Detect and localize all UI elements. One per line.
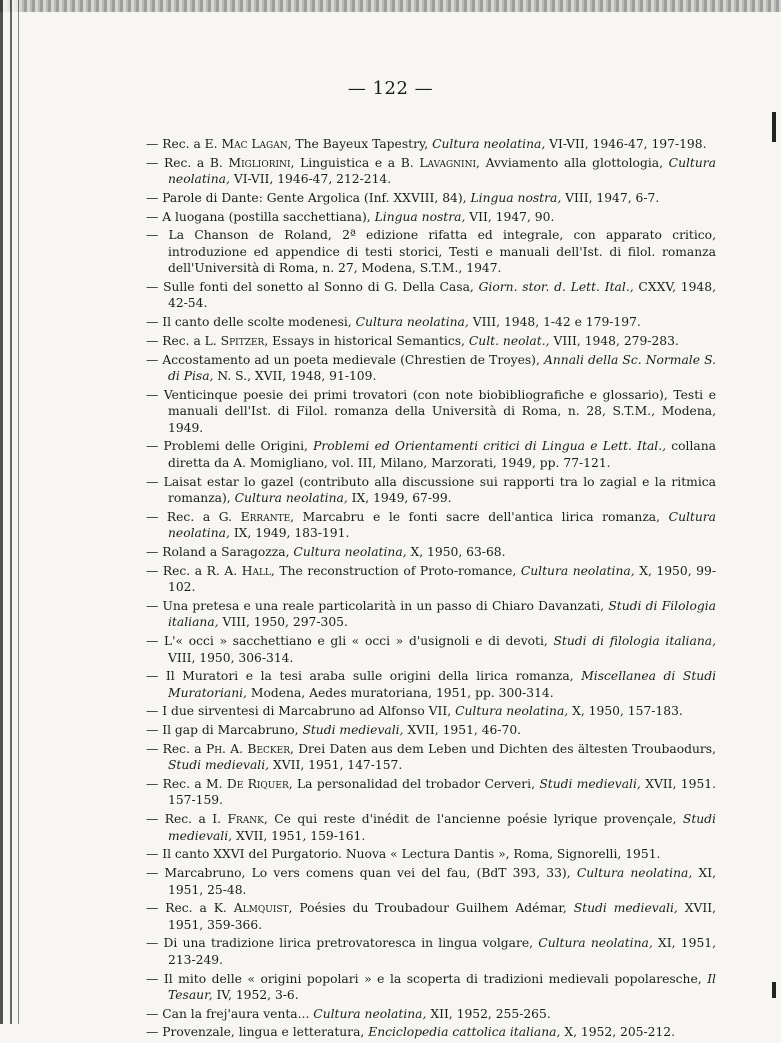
- bibliography-entry: [146, 722, 716, 739]
- entry-publication: Cultura neolatina,: [576, 866, 693, 880]
- entry-text: XI, 1951, 213-249.: [168, 936, 717, 967]
- entry-text: — Can la frej'aura venta...: [146, 1006, 314, 1021]
- entry-text: , Poésies du Troubadour Guilhem Adémar,: [288, 901, 574, 916]
- entry-text: — Rec. a E.: [146, 137, 222, 151]
- bibliography-entry: [146, 314, 716, 331]
- entry-text: — Il mito delle « origini popolari » e la scoperta di tradizioni medievali popolaresche,: [146, 971, 708, 986]
- entry-publication: Cultura neolatina,: [520, 563, 635, 578]
- entry-text: — Rec. a I.: [146, 812, 228, 827]
- entry-publication: Studi medievali,: [168, 812, 716, 843]
- entry-publication: Miscellanea di Studi Muratoriani,: [168, 669, 717, 700]
- entry-publication: Lingua nostra,: [470, 190, 562, 205]
- entry-publication: Studi medievali,: [573, 901, 678, 916]
- entry-publication: Cultura neolatina,: [538, 936, 653, 951]
- entry-text: X, 1950, 63-68.: [406, 544, 506, 559]
- bibliography-entry: [146, 900, 716, 933]
- entry-text: — Rec. a L.: [146, 333, 221, 348]
- entry-text: VI-VII, 1946-47, 197-198.: [545, 137, 707, 151]
- entry-text: IV, 1952, 3-6.: [212, 988, 299, 1003]
- bibliography-entry: [146, 633, 716, 666]
- entry-author: Almquist: [233, 901, 289, 916]
- entry-text: VIII, 1950, 297-305.: [218, 615, 348, 630]
- entry-text: IX, 1949, 67-99.: [347, 491, 452, 506]
- entry-publication: Il Tesaur,: [168, 971, 716, 1003]
- entry-publication: Studi medievali,: [539, 776, 641, 791]
- entry-text: — Laisat estar lo gazel (contributo alla discussione sui rapporti tra lo zagial e la ritmica romanza),: [146, 474, 716, 506]
- entry-text: — A luogana (postilla sacchettiana),: [146, 209, 375, 224]
- entry-text: , The Bayeux Tapestry,: [287, 137, 433, 151]
- bibliography-entry: [146, 846, 716, 863]
- entry-publication: Studi di filologia italiana,: [553, 634, 716, 648]
- bibliography-entry: [146, 776, 716, 809]
- entry-publication: Lingua nostra,: [374, 209, 466, 224]
- entry-author: Lavagnini: [419, 155, 477, 170]
- entry-publication: Cultura neolatina,: [168, 509, 716, 541]
- entry-text: , Drei Daten aus dem Leben und Dichten des ältesten Troubaodurs,: [289, 741, 716, 756]
- entry-text: VIII, 1947, 6-7.: [561, 190, 660, 205]
- entry-text: , Linguistica e a B.: [290, 155, 420, 170]
- bibliography-entry: [146, 741, 716, 774]
- bibliography-entry: [146, 387, 716, 437]
- page-number: — 122 —: [347, 78, 434, 99]
- entry-text: — Rec. a K.: [146, 901, 234, 916]
- entry-text: IX, 1949, 183-191.: [229, 526, 350, 541]
- entry-text: Modena, Aedes muratoriana, 1951, pp. 300-314.: [246, 685, 554, 700]
- entry-author: Frank: [227, 812, 264, 827]
- entry-text: X, 1952, 205-212.: [560, 1025, 676, 1040]
- entry-text: XVII, 1951, 46-70.: [403, 723, 522, 738]
- entry-publication: Cultura neolatina,: [455, 704, 569, 719]
- entry-author: Spitzer: [220, 333, 265, 348]
- entry-text: XI, 1951, 25-48.: [168, 866, 717, 897]
- entry-publication: Studi di Filologia italiana,: [168, 598, 716, 630]
- entry-text: — Provenzale, lingua e letteratura,: [146, 1025, 369, 1040]
- entry-text: — Il canto delle scolte modenesi,: [146, 315, 356, 330]
- entry-text: , Ce qui reste d'inédit de l'ancienne poésie lyrique provençale,: [263, 812, 683, 827]
- entry-author: Mac Lagan: [221, 137, 288, 151]
- entry-text: X, 1950, 99-102.: [168, 563, 716, 595]
- entry-text: — Sulle fonti del sonetto al Sonno di G. Della Casa,: [146, 279, 479, 294]
- scan-edge-mark: [772, 112, 776, 142]
- entry-publication: Annali della Sc. Normale S. di Pisa,: [168, 352, 716, 383]
- entry-text: — I due sirventesi di Marcabruno ad Alfonso VII,: [146, 704, 456, 719]
- entry-publication: Cultura neolatina,: [355, 315, 469, 330]
- entry-author: Errante: [240, 509, 291, 524]
- entry-publication: Cultura neolatina,: [432, 137, 546, 151]
- entry-text: — Roland a Saragozza,: [146, 544, 294, 559]
- entry-text: — Accostamento ad un poeta medievale (Chrestien de Troyes),: [146, 352, 544, 367]
- bibliography-entry: [146, 1024, 716, 1041]
- bibliography-entry: [146, 352, 716, 385]
- bibliography-entry: [146, 190, 716, 207]
- entry-text: collana diretta da A. Momigliano, vol. III, Milano, Marzorati, 1949, pp. 77-121.: [168, 439, 716, 470]
- entry-text: VIII, 1948, 1-42 e 179-197.: [468, 315, 641, 330]
- entry-text: — Marcabruno, Lo vers comens quan vei del fau, (BdT 393, 33),: [146, 866, 577, 880]
- bibliography-entry: [146, 598, 716, 631]
- entry-text: XVII, 1951. 157-159.: [168, 776, 716, 808]
- bibliography-entry: [146, 544, 716, 561]
- entry-publication: Studi medievali,: [302, 723, 404, 738]
- bibliography-entry: [146, 209, 716, 226]
- bibliography-entry: [146, 279, 716, 312]
- entry-author: Ph. A. Becker: [205, 741, 290, 756]
- entry-text: , La personalidad del trobador Cerveri,: [288, 776, 540, 791]
- bibliography-entry: [146, 935, 716, 968]
- scan-edge-mark: [772, 982, 776, 998]
- entry-text: — Il gap di Marcabruno,: [146, 723, 303, 738]
- entry-text: — Di una tradizione lirica pretrovatoresca in lingua volgare,: [146, 936, 539, 951]
- entry-text: — Una pretesa e una reale particolarità in un passo di Chiaro Davanzati,: [146, 598, 609, 613]
- bibliography-list: [146, 136, 716, 1043]
- bibliography-entry: [146, 333, 716, 350]
- bibliography-entry: [146, 971, 716, 1004]
- entry-text: XVII, 1951, 359-366.: [168, 901, 716, 932]
- entry-text: XVII, 1951, 147-157.: [269, 758, 403, 773]
- entry-publication: Cultura neolatina,: [313, 1006, 427, 1021]
- entry-text: — Problemi delle Origini,: [146, 439, 314, 454]
- entry-text: — L'« occi » sacchettiano e gli « occi » d'usignoli e di devoti,: [146, 634, 554, 648]
- bibliography-entry: [146, 865, 716, 898]
- entry-text: VIII, 1950, 306-314.: [168, 650, 294, 665]
- entry-text: VI-VII, 1946-47, 212-214.: [229, 172, 392, 187]
- entry-publication: Cultura neolatina,: [168, 155, 716, 187]
- bibliography-entry: [146, 1006, 716, 1023]
- entry-text: , Marcabru e le fonti sacre dell'antica lirica romanza,: [290, 509, 669, 524]
- entry-publication: Giorn. stor. d. Lett. Ital.,: [478, 279, 634, 294]
- entry-text: XII, 1952, 255-265.: [426, 1006, 551, 1021]
- entry-text: , Essays in historical Semantics,: [264, 333, 469, 348]
- scan-top-edge: [0, 0, 781, 12]
- entry-text: — Rec. a: [146, 741, 206, 756]
- entry-author: Migliorini: [228, 155, 291, 170]
- entry-publication: Studi medievali,: [168, 758, 270, 773]
- entry-text: — Il Muratori e la tesi araba sulle origini della lirica romanza,: [146, 669, 582, 684]
- entry-text: , The reconstruction of Proto-romance,: [270, 563, 521, 578]
- entry-text: , Avviamento alla glottologia,: [476, 155, 669, 170]
- entry-author: Hall: [241, 563, 271, 578]
- entry-text: — Rec. a M.: [146, 776, 227, 791]
- entry-author: De Riquer: [226, 776, 289, 791]
- bibliography-entry: [146, 136, 716, 153]
- entry-text: VIII, 1948, 279-283.: [549, 333, 679, 348]
- entry-text: — Rec. a R. A.: [146, 563, 242, 578]
- bibliography-entry: [146, 155, 716, 188]
- entry-publication: Enciclopedia cattolica italiana,: [368, 1025, 561, 1040]
- entry-text: — Parole di Dante: Gente Argolica (Inf. XXVIII, 84),: [146, 190, 471, 205]
- entry-publication: Problemi ed Orientamenti critici di Lingua e Lett. Ital.,: [313, 439, 667, 454]
- entry-publication: Cult. neolat.,: [468, 333, 550, 348]
- bibliography-entry: [146, 438, 716, 471]
- entry-text: CXXV, 1948, 42-54.: [168, 279, 716, 311]
- entry-text: VII, 1947, 90.: [465, 209, 555, 224]
- bibliography-entry: [146, 227, 716, 277]
- entry-text: — Venticinque poesie dei primi trovatori (con note biobibliografiche e glossario), Testi e manuali dell'Ist. di Filol. romanza della Università di Roma, n. 28, S.T.M., Modena, 1949.: [146, 387, 716, 435]
- entry-text: N. S., XVII, 1948, 91-109.: [213, 369, 377, 383]
- entry-publication: Cultura neolatina,: [234, 491, 348, 506]
- entry-publication: Cultura neolatina,: [293, 544, 407, 559]
- bibliography-entry: [146, 509, 716, 542]
- bibliography-entry: [146, 703, 716, 720]
- entry-text: — Il canto XXVI del Purgatorio. Nuova « Lectura Dantis », Roma, Signorelli, 1951.: [146, 847, 661, 862]
- bibliography-entry: [146, 668, 716, 701]
- entry-text: — Rec. a G.: [146, 509, 241, 524]
- bibliography-entry: [146, 563, 716, 596]
- entry-text: X, 1950, 157-183.: [568, 704, 683, 719]
- bibliography-entry: [146, 474, 716, 507]
- entry-text: — Rec. a B.: [146, 155, 229, 170]
- entry-text: — La Chanson de Roland, 2ª edizione rifatta ed integrale, con apparato critico, introduzione ed appendice di testi storici, Testi e manuali dell'Ist. di filol. romanza dell'Università di Roma, n. 27, Modena, S.T.M., 1947.: [146, 228, 716, 276]
- scan-binding-edge: [0, 0, 26, 1024]
- entry-text: XVII, 1951, 159-161.: [232, 828, 366, 843]
- bibliography-entry: [146, 811, 716, 844]
